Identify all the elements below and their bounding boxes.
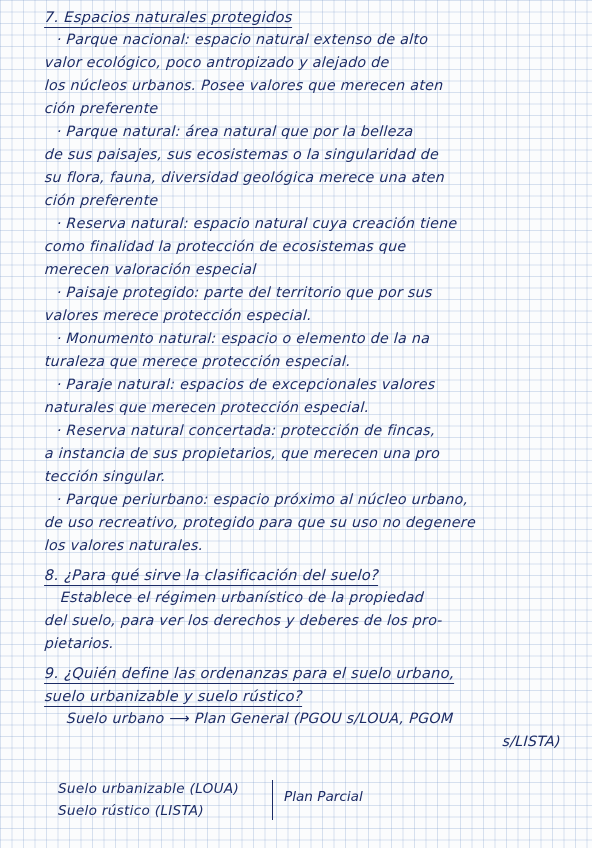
protected-area-item-cont: merecen valoración especial [44,262,258,278]
section-7-heading-text: 7. Espacios naturales protegidos [44,9,294,26]
protected-area-item: · Reserva natural concertada: protección de fincas, [56,423,437,439]
protected-area-item-cont: de sus paisajes, sus ecosistemas o la singularidad de [44,147,440,163]
protected-area-item-cont: los núcleos urbanos. Posee valores que merecen aten [44,78,444,94]
protected-area-item-cont: como finalidad la protección de ecosistemas que [44,239,408,255]
section-8-heading [44,564,572,587]
section-9-heading-text: 9. ¿Quién define las ordenanzas para el suelo urbano, [44,665,456,682]
protected-area-item-cont: ción preferente [44,193,159,209]
protected-area-item-cont: tección singular. [44,469,167,485]
protected-area-item: · Parque periurbano: espacio próximo al núcleo urbano, [56,492,470,508]
section-8-answer-line: Establece el régimen urbanístico de la propiedad [60,590,425,606]
section-7-heading [44,6,572,29]
protected-area-item: · Paisaje protegido: parte del territorio que por sus [56,285,434,301]
protected-area-item-cont: turaleza que merece protección especial. [44,354,352,370]
section-7-items [44,29,570,558]
section-8-answer-line: pietarios. [44,636,115,652]
notebook-page [44,6,570,824]
bracket-icon [272,780,279,820]
protected-area-item-cont: ción preferente [44,101,159,117]
section-9-heading-cont [44,685,572,708]
protected-area-item-cont: valores merece protección especial. [44,308,313,324]
protected-area-item-cont: naturales que merecen protección especial. [44,400,370,416]
protected-area-item: · Parque nacional: espacio natural extenso de alto [56,32,429,48]
protected-area-item: · Parque natural: área natural que por la belleza [56,124,415,140]
protected-area-item-cont: valor ecológico, poco antropizado y alejado de [44,55,391,71]
protected-area-item-cont: su flora, fauna, diversidad geológica merece una aten [44,170,446,186]
section-8-answer-line: del suelo, para ver los derechos y deberes de los pro- [44,613,444,629]
section-9-heading [44,662,572,685]
protected-area-item: · Monumento natural: espacio o elemento de la na [56,331,431,347]
protected-area-item-cont: a instancia de sus propietarios, que merecen una pro [44,446,441,462]
protected-area-item-cont: de uso recreativo, protegido para que su uso no degenere [44,515,477,531]
section-8-heading-text: 8. ¿Para qué sirve la clasificación del suelo? [44,567,380,584]
planning-bracket-group [44,778,570,824]
protected-area-item: · Paraje natural: espacios de excepcionales valores [56,377,437,393]
section-9-heading-text-cont: suelo urbanizable y suelo rústico? [44,688,304,705]
plan-parcial-label: Plan Parcial [284,789,363,805]
suelo-rustico-label: Suelo rústico (LISTA) [58,803,205,819]
suelo-urbano-line: Suelo urbano ⟶ Plan General (PGOU s/LOUA, PGOM [66,711,455,727]
protected-area-item: · Reserva natural: espacio natural cuya creación tiene [56,216,459,232]
suelo-urbanizable-label: Suelo urbanizable (LOUA) [58,781,240,797]
protected-area-item-cont: los valores naturales. [44,538,205,554]
suelo-urbano-line-cont: s/LISTA) [501,734,562,750]
